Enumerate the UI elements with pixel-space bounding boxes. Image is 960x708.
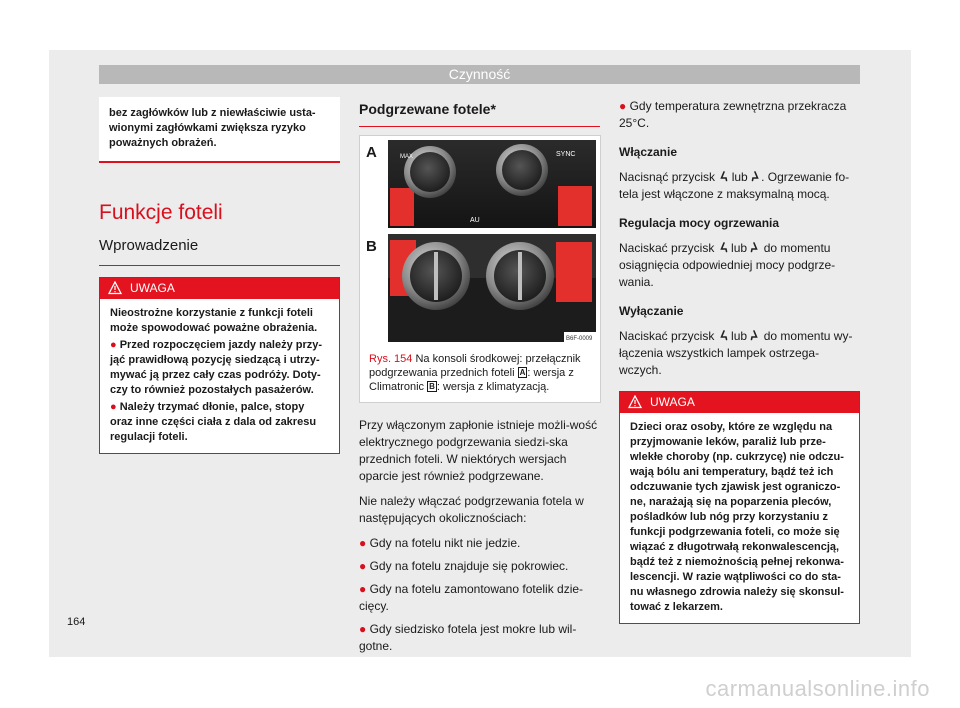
warning-body bbox=[620, 413, 859, 623]
bullet-dot: ● bbox=[359, 582, 367, 596]
paragraph-text: lub bbox=[731, 241, 748, 255]
bullet-dot: ● bbox=[110, 401, 117, 413]
warning-box bbox=[99, 277, 340, 454]
list-item bbox=[359, 535, 600, 552]
column-right bbox=[619, 92, 860, 624]
continued-warning-text: bez zagłówków lub z niewłaściwie usta-wionymi zagłówkami zwiększa ryzyko poważnych obrażeń. bbox=[109, 107, 316, 149]
paragraph bbox=[619, 328, 860, 379]
console-heated-seat-image bbox=[360, 136, 600, 346]
list-item-text: Gdy na fotelu zamontowano fotelik dzie-cięcy. bbox=[359, 582, 584, 613]
auto-button-label: AU bbox=[470, 217, 480, 224]
paragraph-text: . Ogrzewanie fo-tela jest włączone z maksymalną mocą. bbox=[619, 170, 850, 201]
heading-wylaczanie: Wyłączanie bbox=[619, 304, 684, 318]
paragraph bbox=[619, 169, 860, 203]
key-a-box: A bbox=[519, 368, 526, 377]
warning-triangle-icon bbox=[108, 281, 122, 295]
warning-bullet bbox=[110, 400, 329, 445]
page-header: Czynność bbox=[99, 65, 860, 84]
subsection-title: Wprowadzenie bbox=[99, 237, 199, 254]
paragraph-text: do momentu osiągnięcia odpowiedniej mocy podgrze-wania. bbox=[619, 241, 836, 289]
warning-text: Dzieci oraz osoby, które ze względu na przyjmowanie leków, paraliż lub prze-wlekłe choroby (np. cukrzycę) nie odczu-wają bólu ani temperatury, bądź też ich odczuwanie tych zjawisk jest ograniczo-ne, narażają się na poparzenia pleców, pośladków lub nóg przy korzystaniu z funkcji podgrzewania foteli, co może się wiązać z długotrwałą rekonwalescencją, bądź też z niemożnością pełnej rekonwa-lescencji. W razie wątpliwości co do sta-nu własnego zdrowia należy się skonsul-tować z lekarzem. bbox=[630, 421, 844, 613]
heading-regulacja: Regulacja mocy ogrzewania bbox=[619, 216, 780, 230]
warning-header bbox=[100, 278, 339, 299]
bullet-dot: ● bbox=[619, 99, 627, 113]
warning-label: UWAGA bbox=[130, 281, 175, 295]
caption-text: : wersja z Climatronic bbox=[369, 367, 574, 393]
paragraph-text: lub bbox=[731, 170, 748, 184]
seat-heat-right-icon bbox=[751, 171, 761, 182]
caption-text: Na konsoli środkowej: przełącznik podgrzewania przednich foteli bbox=[369, 353, 581, 379]
paragraph-text: Nacisnąć przycisk bbox=[619, 170, 716, 184]
caption-text: : wersja z klimatyzacją. bbox=[436, 381, 550, 393]
warning-body bbox=[100, 299, 339, 453]
figure-caption bbox=[360, 346, 600, 402]
continued-warning-box bbox=[99, 97, 340, 163]
body-text bbox=[619, 98, 860, 379]
paragraph-text: lub bbox=[731, 329, 748, 343]
list-item-text: Gdy na fotelu nikt nie jedzie. bbox=[369, 536, 521, 550]
paragraph: Przy włączonym zapłonie istnieje możli-wość elektrycznego podgrzewania siedzi-ska przednich foteli. W niektórych wersjach oparcie jest również podgrzewane. bbox=[359, 418, 598, 483]
bullet-dot: ● bbox=[359, 559, 367, 573]
sync-button-label: SYNC bbox=[556, 151, 576, 158]
warning-bullet bbox=[110, 338, 329, 398]
seat-heat-right-icon bbox=[750, 330, 760, 341]
figure-number: Rys. 154 bbox=[369, 353, 413, 365]
paragraph: Nie należy włączać podgrzewania fotela w następujących okolicznościach: bbox=[359, 494, 584, 525]
divider bbox=[359, 126, 600, 127]
section-title-heated-seats: Podgrzewane fotele* bbox=[359, 101, 496, 117]
list-item-text: Gdy temperatura zewnętrzna przekracza 25°C. bbox=[619, 99, 847, 130]
figure-code: B6F-0009 bbox=[566, 336, 593, 342]
list-item bbox=[359, 621, 600, 655]
divider bbox=[99, 265, 340, 266]
seat-heat-left-icon bbox=[718, 242, 728, 253]
max-button-label: MAX bbox=[400, 154, 414, 160]
bullet-list bbox=[359, 535, 600, 655]
seat-heat-left-icon bbox=[718, 330, 728, 341]
bullet-dot: ● bbox=[359, 536, 367, 550]
page-number: 164 bbox=[67, 616, 86, 628]
figure-label-b: B bbox=[366, 238, 377, 255]
seat-heat-left-icon bbox=[718, 171, 728, 182]
watermark: carmanualsonline.info bbox=[705, 676, 930, 701]
paragraph-text: do momentu wy-łączenia wszystkich lampek ostrzega-wczych. bbox=[619, 329, 853, 377]
key-b-box: B bbox=[429, 382, 435, 391]
column-middle bbox=[359, 92, 600, 661]
bullet-dot: ● bbox=[110, 339, 117, 351]
warning-label: UWAGA bbox=[650, 395, 695, 409]
warning-header bbox=[620, 392, 859, 413]
list-item bbox=[619, 98, 860, 132]
section-title: Funkcje foteli bbox=[99, 201, 223, 224]
list-item-text: Gdy na fotelu znajduje się pokrowiec. bbox=[369, 559, 569, 573]
list-item bbox=[359, 581, 600, 615]
bullet-dot: ● bbox=[359, 622, 367, 636]
warning-intro: Nieostrożne korzystanie z funkcji foteli może spowodować poważne obrażenia. bbox=[110, 307, 318, 334]
warning-triangle-icon bbox=[628, 395, 642, 409]
heading-wlaczanie: Włączanie bbox=[619, 145, 678, 159]
paragraph bbox=[619, 240, 860, 291]
body-text bbox=[359, 417, 600, 655]
figure-154 bbox=[359, 135, 601, 403]
figure-label-a: A bbox=[366, 144, 377, 161]
list-item-text: Gdy siedzisko fotela jest mokre lub wil-gotne. bbox=[359, 622, 577, 653]
paragraph-text: Naciskać przycisk bbox=[619, 329, 715, 343]
warning-bullet-text: Przed rozpoczęciem jazdy należy przy-jąć prawidłową pozycję siedzącą i utrzy-mywać ją przez cały czas podróży. Doty-czy to również pozostałych pasażerów. bbox=[110, 339, 323, 396]
list-item bbox=[359, 558, 600, 575]
warning-box bbox=[619, 391, 860, 624]
paragraph-text: Naciskać przycisk bbox=[619, 241, 715, 255]
seat-heat-right-icon bbox=[750, 242, 760, 253]
column-left bbox=[99, 92, 340, 454]
warning-bullet-text: Należy trzymać dłonie, palce, stopy oraz inne części ciała z dala od zakresu regulacji foteli. bbox=[110, 401, 317, 443]
